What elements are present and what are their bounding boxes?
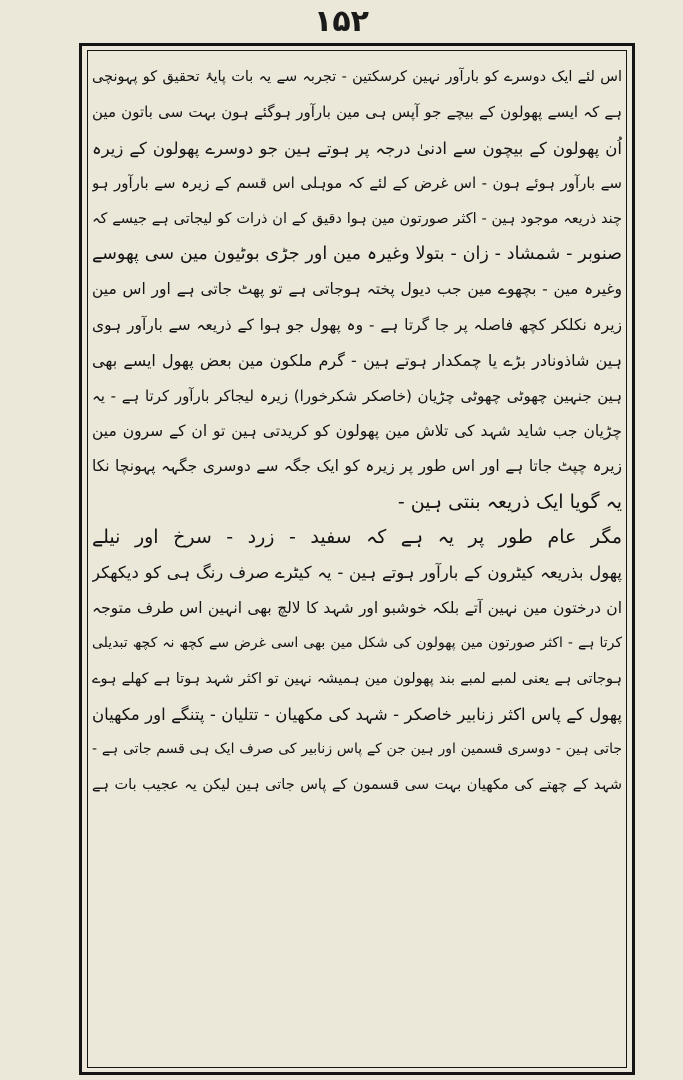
text-line: ہین شاذونادر بڑے یا چمکدار ہوتے ہین - گرم ملکون مین بعض پھول ایسے بھی <box>92 351 622 371</box>
text-line: صنوبر - شمشاد - زان - بتولا وغیرہ مین اور جڑی بوٹیون مین سی پھوسے <box>92 243 622 264</box>
text-line: چڑیان جب شاید شہد کی تلاش مین پھولون کو کریدتی ہین تو ان کے سرون مین <box>92 421 622 440</box>
text-line: مگر عام طور پر یہ ہے کہ سفید - زرد - سرخ اور نیلے <box>92 526 622 549</box>
text-line: اُن پھولون کے بیچون سے ادنیٰ درجہ پر ہوتے ہین جو دوسرے پھولون کے زیرہ <box>92 138 622 158</box>
text-line: زیرہ چپٹ جاتا ہے اور اس طور پر زیرہ کو ایک جگہ سے دوسری جگہہ پہونچا نکا <box>92 457 622 476</box>
text-line: شہد کے چھتے کی مکھیان بہت سی قسمون کے پاس جاتی ہین لیکن یہ عجیب بات ہے <box>92 776 622 793</box>
text-line: کرتا ہے - اکثر صورتون مین پھولون کی شکل مین بھی اسی غرض سے کچھ نہ کچھ تبدیلی <box>92 635 622 652</box>
text-line: اس لئے ایک دوسرے کو بارآور نہین کرسکتین - تجربہ سے یہ بات پایۂ تحقیق کو پہونچی <box>92 69 622 85</box>
text-line: جاتی ہین - دوسری قسمین اور ہین جن کے پاس زنابیر کی صرف ایک ہی قسم جاتی ہے - <box>92 741 622 758</box>
text-line: پھول بذریعہ کیٹرون کے بارآور ہوتے ہین - یہ کیٹرے صرف رنگ ہی کو دیکھکر <box>92 563 622 583</box>
text-line: وغیرہ مین - بچھوے مین جب دیول پختہ ہوجاتی ہے تو پھٹ جاتی ہے اور اس مین <box>92 280 622 299</box>
text-line: ہین جنہین چھوٹی چھوٹی چڑیان (خاصکر شکرخورا) زیرہ لیجاکر بارآور کرتا ہے - یہ <box>92 386 622 405</box>
text-line: ہوجاتی ہے یعنی لمبے لمبے بند پھولون مین ہمیشہ نہین تو اکثر شہد ہوتا ہے کھلے ہوے <box>92 670 622 687</box>
text-line: سے بارآور ہوئے ہون - اس غرض کے لئے کہ موہلی اس قسم کے زیرہ سے بارآور ہو <box>92 174 622 193</box>
body-text <box>92 60 622 803</box>
page-number: ۱۵۲ <box>314 4 369 39</box>
text-line: پھول کے پاس اکثر زنابیر خاصکر - شہد کی مکھیان - تتلیان - پتنگے اور مکھیان <box>92 705 622 725</box>
text-line: زیرہ نکلکر کچھ فاصلہ پر جا گرتا ہے - وہ پھول جو ہوا کے ذریعہ سے بارآور ہوی <box>92 315 622 334</box>
text-line: چند ذریعہ موجود ہین - اکثر صورتون مین ہوا دقیق کے ان ذرات کو لیجاتی ہے جیسے کہ <box>92 210 622 227</box>
text-line: یہ گویا ایک ذریعہ بنتی ہین - <box>397 490 622 513</box>
text-line: ان درختون مین نہین آتے بلکہ خوشبو اور شہد کا لالچ بھی انہین اس طرف متوجہ <box>92 598 622 617</box>
text-line: ہے کہ ایسے پھولون کے بیچے جو آپس ہی مین بارآور ہوگئے ہون بہت سی باتون مین <box>92 103 622 122</box>
